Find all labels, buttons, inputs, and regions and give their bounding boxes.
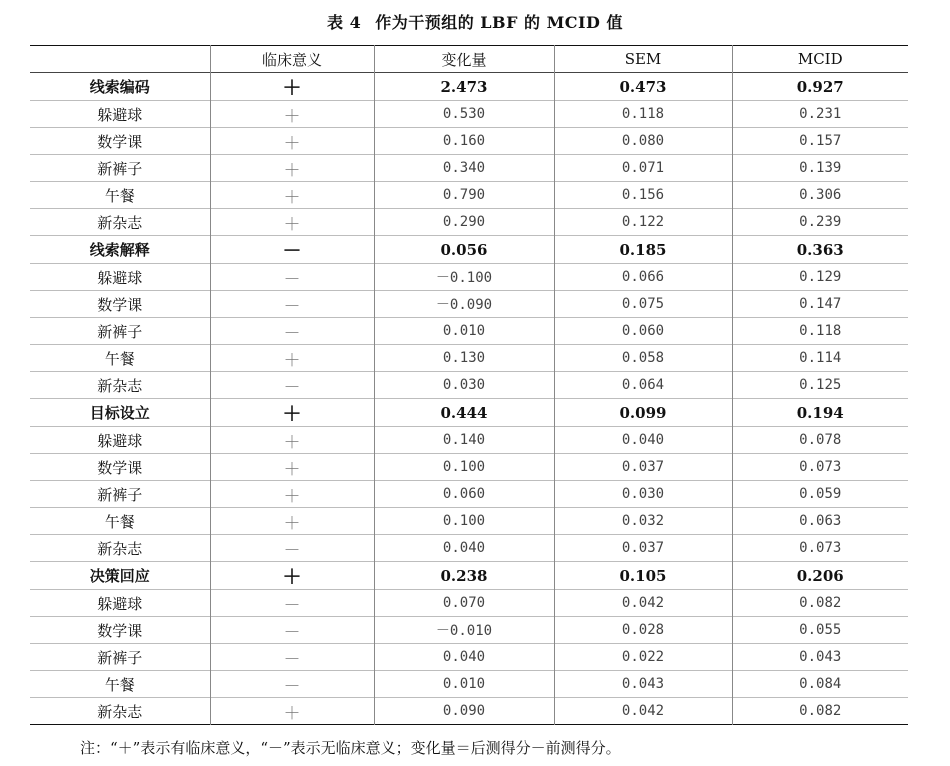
mcid-cell: 0.157	[732, 128, 908, 155]
clinical-sign-cell: ＋	[210, 73, 374, 101]
clinical-sign-cell: －	[210, 535, 374, 562]
mcid-cell: 0.073	[732, 535, 908, 562]
clinical-sign-cell: ＋	[210, 454, 374, 481]
table-row	[30, 698, 908, 725]
clinical-sign-cell: －	[210, 236, 374, 264]
clinical-sign-cell: －	[210, 264, 374, 291]
table-row	[30, 671, 908, 698]
table-row	[30, 644, 908, 671]
table-group-row	[30, 399, 908, 427]
mcid-cell: 0.206	[732, 562, 908, 590]
clinical-sign-cell: ＋	[210, 427, 374, 454]
mcid-cell: 0.306	[732, 182, 908, 209]
table-row	[30, 454, 908, 481]
table-body	[30, 73, 908, 725]
mcid-cell: 0.043	[732, 644, 908, 671]
sem-cell: 0.037	[554, 454, 732, 481]
sem-cell: 0.030	[554, 481, 732, 508]
change-cell: 0.030	[374, 372, 554, 399]
mcid-cell: 0.078	[732, 427, 908, 454]
clinical-sign-cell: ＋	[210, 508, 374, 535]
clinical-sign-cell: －	[210, 291, 374, 318]
mcid-cell: 0.082	[732, 698, 908, 725]
clinical-sign-cell: －	[210, 318, 374, 345]
mcid-cell: 0.082	[732, 590, 908, 617]
clinical-sign-cell: ＋	[210, 698, 374, 725]
clinical-sign-cell: ＋	[210, 399, 374, 427]
item-name-cell: 新杂志	[97, 376, 143, 395]
table-note: 注：“＋”表示有临床意义，“－”表示无临床意义；变化量＝后测得分－前测得分。	[80, 739, 621, 757]
item-name-cell: 午餐	[104, 349, 135, 368]
mcid-cell: 0.084	[732, 671, 908, 698]
sem-cell: 0.105	[554, 562, 732, 590]
change-cell: 0.100	[374, 454, 554, 481]
table-number: 表 4	[327, 13, 362, 32]
table-group-row	[30, 73, 908, 101]
change-cell: －0.100	[374, 264, 554, 291]
sem-cell: 0.032	[554, 508, 732, 535]
header-sem: SEM	[554, 46, 732, 73]
change-cell: 2.473	[374, 73, 554, 101]
table-row	[30, 427, 908, 454]
clinical-sign-cell: －	[210, 617, 374, 644]
item-name-cell: 新裤子	[97, 648, 143, 667]
mcid-cell: 0.194	[732, 399, 908, 427]
change-cell: －0.010	[374, 617, 554, 644]
change-cell: 0.056	[374, 236, 554, 264]
change-cell: 0.100	[374, 508, 554, 535]
table-row	[30, 590, 908, 617]
mcid-cell: 0.073	[732, 454, 908, 481]
change-cell: 0.060	[374, 481, 554, 508]
sem-cell: 0.122	[554, 209, 732, 236]
clinical-sign-cell: ＋	[210, 128, 374, 155]
item-name-cell: 新裤子	[97, 322, 143, 341]
change-cell: 0.070	[374, 590, 554, 617]
sem-cell: 0.060	[554, 318, 732, 345]
mcid-cell: 0.063	[732, 508, 908, 535]
item-name-cell: 数学课	[97, 132, 143, 151]
mcid-cell: 0.125	[732, 372, 908, 399]
item-name-cell: 躲避球	[97, 594, 143, 613]
table-row	[30, 318, 908, 345]
clinical-sign-cell: －	[210, 590, 374, 617]
sem-cell: 0.058	[554, 345, 732, 372]
item-name-cell: 新杂志	[97, 702, 143, 721]
table-group-row	[30, 236, 908, 264]
table-row	[30, 345, 908, 372]
clinical-sign-cell: ＋	[210, 182, 374, 209]
header-change: 变化量	[374, 46, 554, 73]
clinical-sign-cell: ＋	[210, 345, 374, 372]
change-cell: 0.340	[374, 155, 554, 182]
table-row	[30, 155, 908, 182]
change-cell: 0.290	[374, 209, 554, 236]
mcid-cell: 0.147	[732, 291, 908, 318]
item-name-cell: 躲避球	[97, 105, 143, 124]
change-cell: 0.238	[374, 562, 554, 590]
item-name-cell: 新杂志	[97, 539, 143, 558]
sem-cell: 0.156	[554, 182, 732, 209]
sem-cell: 0.028	[554, 617, 732, 644]
change-cell: －0.090	[374, 291, 554, 318]
sem-cell: 0.473	[554, 73, 732, 101]
clinical-sign-cell: ＋	[210, 101, 374, 128]
item-name-cell: 数学课	[97, 295, 143, 314]
mcid-cell: 0.231	[732, 101, 908, 128]
change-cell: 0.040	[374, 644, 554, 671]
mcid-cell: 0.118	[732, 318, 908, 345]
clinical-sign-cell: ＋	[210, 562, 374, 590]
item-name-cell: 线索解释	[89, 241, 150, 259]
item-name-cell: 午餐	[104, 186, 135, 205]
sem-cell: 0.099	[554, 399, 732, 427]
mcid-cell: 0.927	[732, 73, 908, 101]
sem-cell: 0.080	[554, 128, 732, 155]
table-title: 作为干预组的 LBF 的 MCID 值	[375, 13, 623, 32]
mcid-cell: 0.055	[732, 617, 908, 644]
sem-cell: 0.064	[554, 372, 732, 399]
item-name-cell: 新杂志	[97, 213, 143, 232]
table-row	[30, 372, 908, 399]
table-row	[30, 535, 908, 562]
clinical-sign-cell: ＋	[210, 481, 374, 508]
change-cell: 0.530	[374, 101, 554, 128]
sem-cell: 0.066	[554, 264, 732, 291]
mcid-cell: 0.139	[732, 155, 908, 182]
table-row	[30, 291, 908, 318]
table-header-row	[30, 46, 908, 73]
mcid-cell: 0.059	[732, 481, 908, 508]
item-name-cell: 目标设立	[89, 404, 150, 422]
item-name-cell: 决策回应	[89, 567, 150, 585]
table-row	[30, 182, 908, 209]
change-cell: 0.140	[374, 427, 554, 454]
mcid-table	[30, 45, 908, 725]
item-name-cell: 数学课	[97, 621, 143, 640]
item-name-cell: 新裤子	[97, 485, 143, 504]
sem-cell: 0.040	[554, 427, 732, 454]
table-row	[30, 209, 908, 236]
header-clinical-significance: 临床意义	[210, 46, 374, 73]
change-cell: 0.160	[374, 128, 554, 155]
clinical-sign-cell: －	[210, 372, 374, 399]
sem-cell: 0.022	[554, 644, 732, 671]
header-mcid: MCID	[732, 46, 908, 73]
table-row	[30, 508, 908, 535]
table-group-row	[30, 562, 908, 590]
table-row	[30, 617, 908, 644]
change-cell: 0.790	[374, 182, 554, 209]
sem-cell: 0.118	[554, 101, 732, 128]
table-caption	[0, 10, 950, 33]
table-row	[30, 128, 908, 155]
sem-cell: 0.042	[554, 698, 732, 725]
clinical-sign-cell: －	[210, 671, 374, 698]
change-cell: 0.444	[374, 399, 554, 427]
mcid-cell: 0.239	[732, 209, 908, 236]
change-cell: 0.010	[374, 671, 554, 698]
item-name-cell: 午餐	[104, 512, 135, 531]
clinical-sign-cell: －	[210, 644, 374, 671]
sem-cell: 0.075	[554, 291, 732, 318]
sem-cell: 0.185	[554, 236, 732, 264]
change-cell: 0.130	[374, 345, 554, 372]
mcid-cell: 0.129	[732, 264, 908, 291]
mcid-cell: 0.114	[732, 345, 908, 372]
sem-cell: 0.043	[554, 671, 732, 698]
change-cell: 0.010	[374, 318, 554, 345]
change-cell: 0.090	[374, 698, 554, 725]
header-item	[30, 46, 210, 73]
change-cell: 0.040	[374, 535, 554, 562]
table-row	[30, 101, 908, 128]
sem-cell: 0.042	[554, 590, 732, 617]
item-name-cell: 新裤子	[97, 159, 143, 178]
table-row	[30, 264, 908, 291]
clinical-sign-cell: ＋	[210, 209, 374, 236]
mcid-cell: 0.363	[732, 236, 908, 264]
table-row	[30, 481, 908, 508]
item-name-cell: 午餐	[104, 675, 135, 694]
item-name-cell: 躲避球	[97, 268, 143, 287]
clinical-sign-cell: ＋	[210, 155, 374, 182]
item-name-cell: 躲避球	[97, 431, 143, 450]
sem-cell: 0.037	[554, 535, 732, 562]
item-name-cell: 线索编码	[89, 78, 150, 96]
item-name-cell: 数学课	[97, 458, 143, 477]
sem-cell: 0.071	[554, 155, 732, 182]
